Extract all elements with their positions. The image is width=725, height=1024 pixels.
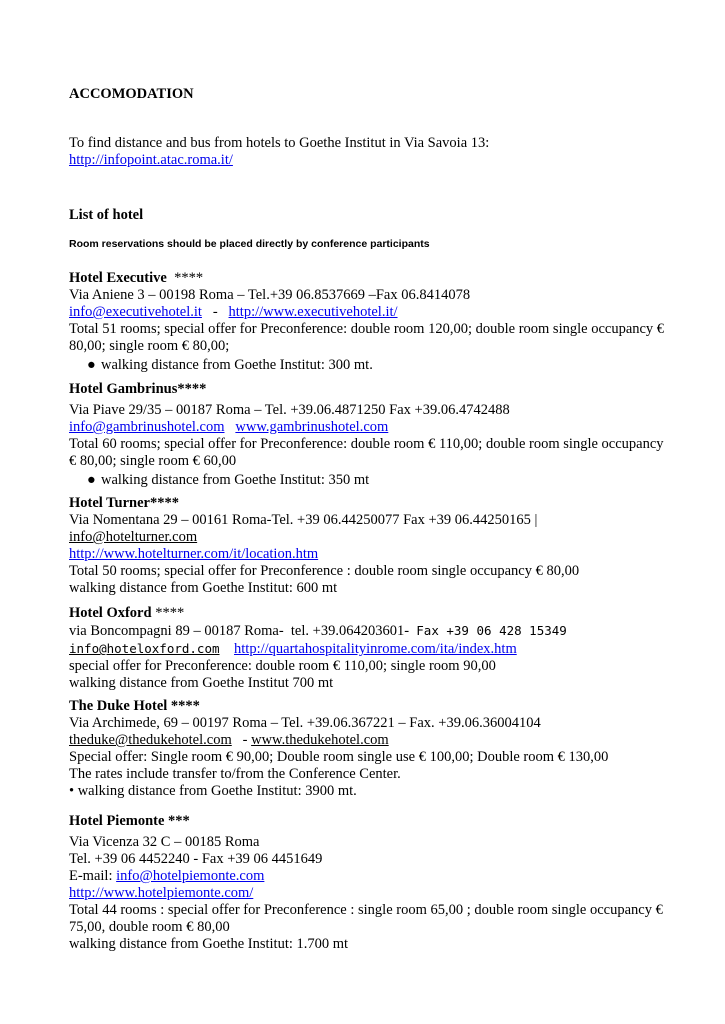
- intro-text: To find distance and bus from hotels to Goethe Institut in Via Savoia 13:: [69, 135, 490, 151]
- atac-link[interactable]: http://infopoint.atac.roma.it/: [69, 152, 233, 168]
- hotel-walking-distance: walking distance from Goethe Institut: 1.700 mt: [69, 936, 349, 952]
- hotel-offer: Special offer: Single room € 90,00; Double room single use € 100,00; Double room € 130,00: [69, 749, 609, 765]
- page-heading: ACCOMODATION: [69, 86, 194, 102]
- hotel-email-link[interactable]: info@hoteloxford.com: [69, 641, 220, 656]
- hotel-email-link[interactable]: info@gambrinushotel.com: [69, 419, 225, 435]
- hotel-email-link[interactable]: theduke@thedukehotel.com: [69, 732, 232, 748]
- hotel-name: Hotel Oxford: [69, 605, 152, 621]
- hotel-fax: Fax +39 06 428 15349: [416, 623, 567, 638]
- link-separator: -: [231, 732, 252, 748]
- hotel-name: Hotel Turner****: [69, 495, 179, 511]
- hotel-address: Via Archimede, 69 – 00197 Roma – Tel. +39.06.367221 – Fax. +39.06.36004104: [69, 715, 541, 731]
- hotel-website-link[interactable]: http://quartahospitalityinrome.com/ita/index.htm: [234, 641, 517, 657]
- hotel-address: Via Aniene 3 – 00198 Roma – Tel.+39 06.8537669 –Fax 06.8414078: [69, 287, 471, 303]
- hotel-offer: Total 44 rooms : special offer for Preconference : single room 65,00 ; double room single occupancy € 75,00, double room € 80,00: [69, 902, 663, 935]
- hotel-rates-note: The rates include transfer to/from the Conference Center.: [69, 766, 401, 782]
- hotel-offer: Total 51 rooms; special offer for Preconference: double room 120,00; double room single occupancy € 80,00; single room € 80,00;: [69, 321, 665, 354]
- hotel-website-link[interactable]: http://www.hotelpiemonte.com/: [69, 885, 254, 901]
- hotel-email-link[interactable]: info@hotelturner.com: [69, 529, 198, 545]
- email-label: E-mail:: [69, 868, 117, 884]
- hotel-walking-distance: walking distance from Goethe Institut: 600 mt: [69, 580, 338, 596]
- hotel-turner: [69, 495, 689, 597]
- hotel-walking-distance: walking distance from Goethe Institut: 350 mt: [101, 472, 370, 488]
- hotel-walking-distance: • walking distance from Goethe Institut: 3900 mt.: [69, 783, 357, 799]
- hotel-stars: ****: [151, 605, 185, 621]
- hotel-phone: Tel. +39 06 4452240 - Fax +39 06 4451649: [69, 851, 323, 867]
- hotel-offer: Total 60 rooms; special offer for Preconference: double room € 110,00; double room single occupancy € 80,00; single room € 60,00: [69, 436, 664, 469]
- hotel-piemonte: [69, 813, 689, 953]
- hotel-oxford: [69, 605, 689, 692]
- hotel-offer: special offer for Preconference: double room € 110,00; single room 90,00: [69, 658, 496, 674]
- hotel-website-link[interactable]: www.thedukehotel.com: [251, 732, 389, 748]
- hotel-name: Hotel Piemonte ***: [69, 813, 190, 829]
- hotel-name: The Duke Hotel ****: [69, 698, 200, 714]
- hotel-name: Hotel Executive: [69, 270, 167, 286]
- hotel-executive: [69, 270, 689, 374]
- hotel-duke: [69, 698, 689, 800]
- hotel-website-link[interactable]: http://www.executivehotel.it/: [228, 304, 398, 320]
- hotel-offer: Total 50 rooms; special offer for Preconference : double room single occupancy € 80,00: [69, 563, 580, 579]
- hotel-email-link[interactable]: info@hotelpiemonte.com: [116, 868, 265, 884]
- intro-section: [69, 135, 689, 169]
- hotel-name: Hotel Gambrinus****: [69, 381, 207, 397]
- hotel-walking-distance: walking distance from Goethe Institut: 300 mt.: [101, 357, 373, 373]
- hotel-address: Via Piave 29/35 – 00187 Roma – Tel. +39.06.4871250 Fax +39.06.4742488: [69, 402, 510, 418]
- link-separator: -: [201, 304, 229, 320]
- hotel-website-link[interactable]: www.gambrinushotel.com: [235, 419, 389, 435]
- hotel-address: via Boncompagni 89 – 00187 Roma- tel. +39.064203601-: [69, 623, 417, 639]
- hotel-email-link[interactable]: info@executivehotel.it: [69, 304, 202, 320]
- hotel-address: Via Nomentana 29 – 00161 Roma-Tel. +39 06.44250077 Fax +39 06.44250165 |: [69, 512, 538, 528]
- hotel-address: Via Vicenza 32 C – 00185 Roma: [69, 834, 260, 850]
- hotel-gambrinus: [69, 381, 689, 489]
- hotel-stars: ****: [166, 270, 204, 286]
- bullet-icon: ●: [87, 357, 96, 373]
- hotel-walking-distance: walking distance from Goethe Institut 700 mt: [69, 675, 334, 691]
- hotel-website-link[interactable]: http://www.hotelturner.com/it/location.htm: [69, 546, 319, 562]
- reservation-note: Room reservations should be placed directly by conference participants: [69, 238, 430, 250]
- bullet-icon: ●: [87, 472, 96, 488]
- list-title: List of hotel: [69, 207, 144, 223]
